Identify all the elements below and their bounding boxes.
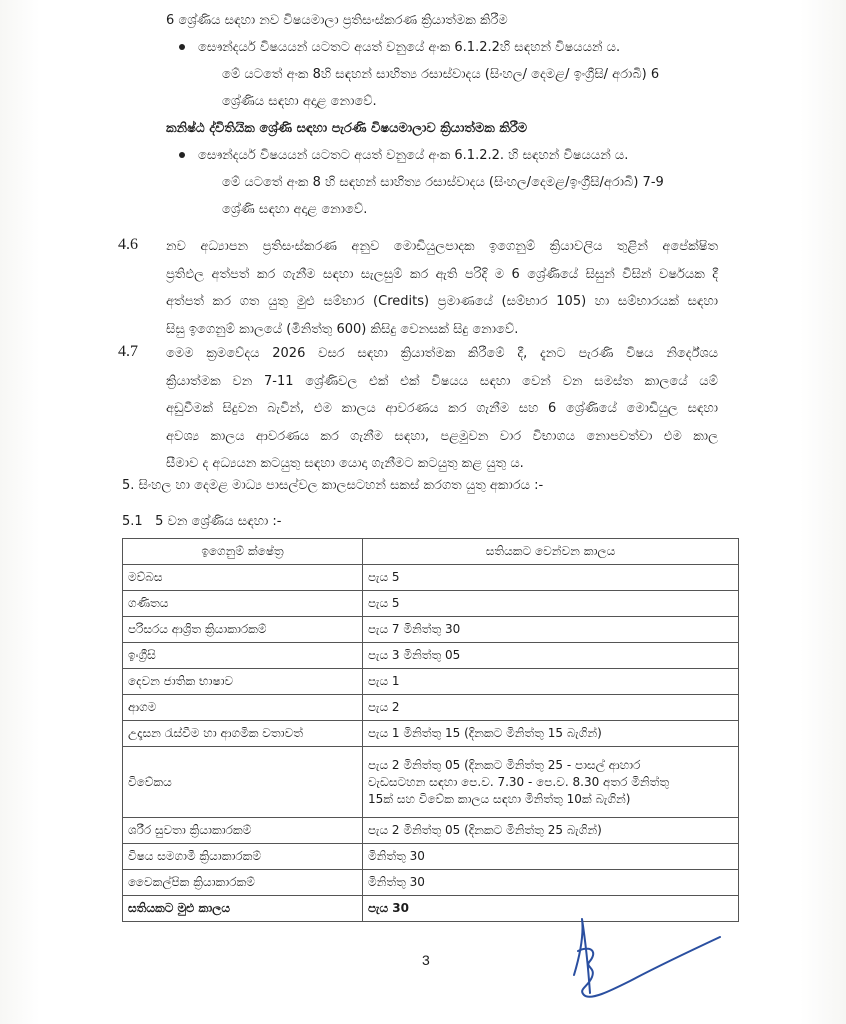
table-row	[123, 844, 739, 870]
cell-total-label: සතියකට මුළු කාලය	[123, 896, 363, 922]
para-line: ප්‍රතිඵල අත්පත් කර ගැනීම සඳහා සැලසුම් කර ඇති පරිදි ම 6 ශ්‍රේණියේ සිසුන් විසින් වර්ෂයක දී	[166, 266, 718, 282]
cell-total-time: පැය 30	[363, 896, 739, 922]
para-line: මෙම ක්‍රමවේදය 2026 වසර සඳහා ක්‍රියාත්මක කිරීමේ දී, දැනට පැරණි විෂය නිර්දේශය	[166, 346, 718, 361]
bullet-icon	[179, 152, 185, 158]
cell-area: ආගම	[123, 695, 363, 721]
para-line: නව අධ්‍යාපන ප්‍රතිසංස්කරණ අනුව මොඩියුලපාදක ඉගෙනුම් ක්‍රියාවලිය තුළින් අපේක්ෂිත	[166, 239, 718, 254]
table-row	[123, 870, 739, 896]
bullet-icon	[179, 44, 185, 50]
junior-heading: කනිෂ්ඨ ද්විතියික ශ්‍රේණි සඳහා පැරණි විෂයමාලාව ක්‍රියාත්මක කිරීම	[166, 121, 528, 136]
section-5-heading: 5. සිංහල හා දෙමළ මාධ්‍ය පාසල්වල කාලසටහන් සකස් කරගත යුතු අකාරය :-	[122, 478, 544, 493]
cell-time: පැය 3 මිනිත්තු 05	[363, 643, 739, 669]
para-number: 4.6	[118, 236, 138, 253]
table-row	[123, 669, 739, 695]
para-line: ක්‍රියාත්මක වන 7-11 ශ්‍රේණිවල එක් එක් විෂයය සඳහා වෙන් වන සමස්ත කාලයේ යම්	[166, 373, 718, 389]
cell-area: විෂය සමගාමී ක්‍රියාකාරකම්	[123, 844, 363, 870]
para-line: සිසු ඉගෙනුම් කාලයේ (මිනිත්තු 600) කිසිදු වෙනසක් සිදු නොවේ.	[166, 321, 519, 337]
cell-area: ඉංග්‍රීසි	[123, 643, 363, 669]
cell-time: පැය 1 මිනිත්තු 15 (දිනකට මිනිත්තු 15 බැගින්)	[363, 721, 739, 747]
grade6-note-line: මේ යටතේ අංක 8හි සඳහන් සාහිත්‍ය රසාස්වාදය (සිංහල/ දෙමළ/ ඉංග්‍රීසි/ අරාබි) 6	[222, 67, 660, 82]
cell-time: මිනිත්තු 30	[363, 844, 739, 870]
signature-icon	[570, 915, 770, 1015]
table-row	[123, 818, 739, 844]
table-row	[123, 721, 739, 747]
junior-note-line: ශ්‍රේණි සඳහා අදාළ නොවේ.	[222, 202, 368, 217]
para-number: 4.7	[118, 343, 138, 360]
para-line: අවශ්‍ය කාලය ආවරණය කර ගැනීම සඳහා, පළමුවන වාර විභාගය නොපවත්වා එම කාල	[166, 428, 718, 444]
grade6-note-line: ශ්‍රේණිය සඳහා අදාළ නොවේ.	[222, 94, 377, 109]
cell-area: විවේකය	[123, 747, 363, 818]
cell-area: ශරීර සුවතා ක්‍රියාකාරකම්	[123, 818, 363, 844]
table-row	[123, 747, 739, 818]
page-number: 3	[422, 952, 430, 968]
para-line: අත්පත් කර ගත යුතු මුළු සම්භාර (Credits) ප්‍රමාණයේ (සම්භාර 105) හා සම්භාරයක් සඳහා	[166, 294, 718, 309]
cell-area: පරිසරය ආශ්‍රිත ක්‍රියාකාරකම්	[123, 617, 363, 643]
cell-time: පැය 1	[363, 669, 739, 695]
para-4-6	[166, 233, 718, 343]
cell-time: මිනිත්තු 30	[363, 870, 739, 896]
para-4-7	[166, 340, 718, 478]
cell-time: පැය 5	[363, 565, 739, 591]
junior-note-line: මේ යටතේ අංක 8 හි සඳහන් සාහිත්‍ය රසාස්වාදය (සිංහල/දෙමළ/ඉංග්‍රීසි/අරාබි) 7-9	[222, 175, 664, 190]
table-row	[123, 617, 739, 643]
cell-time-line: පැය 2 මිනිත්තු 05 (දිනකට මිනිත්තු 25 - පාසල් ආහාර	[368, 757, 641, 772]
column-header-learning-area: ඉගෙනුම් ක්ෂේත්‍ර	[123, 539, 363, 565]
para-line: සීමාව ද අධ්‍යයන කටයුතු සඳහා යොදා ගැනීමට කටයුතු කළ යුතු ය.	[166, 456, 524, 471]
junior-bullet-text: සෞන්දර්ය විෂයයන් යටතට අයත් වනුයේ අංක 6.1.2.2. හි සඳහන් විෂයයන් ය.	[198, 148, 629, 163]
cell-time	[363, 747, 739, 818]
cell-time: පැය 2	[363, 695, 739, 721]
table-header-row	[123, 539, 739, 565]
grade6-heading: 6 ශ්‍රේණිය සඳහා නව විෂයමාලා ප්‍රතිසංස්කරණ ක්‍රියාත්මක කිරීම	[166, 13, 508, 28]
column-header-weekly-time: සතියකට වෙන්වන කාලය	[363, 539, 739, 565]
cell-area: ගණිතය	[123, 591, 363, 617]
section-5-1-heading: 5.1 5 වන ශ්‍රේණිය සඳහා :-	[122, 514, 282, 529]
cell-time: පැය 7 මිනිත්තු 30	[363, 617, 739, 643]
grade6-bullet-text: සෞන්දර්ය විෂයයන් යටතට අයත් වනුයේ අංක 6.1.2.2හි සඳහන් විෂයයන් ය.	[198, 40, 621, 55]
cell-area: උදෑසන රැස්වීම හා ආගමික වතාවත්	[123, 721, 363, 747]
table-row	[123, 591, 739, 617]
cell-time-line: වැඩසටහන සඳහා පෙ.ව. 7.30 - පෙ.ව. 8.30 අතර මිනිත්තු	[368, 774, 670, 789]
para-line: අඩුවීමක් සිදුවන බැවින්, එම කාලය ආවරණය කර ගැනීම සහ 6 ශ්‍රේණියේ මොඩියුල සඳහා	[166, 401, 718, 416]
cell-time: පැය 5	[363, 591, 739, 617]
cell-time-line: 15ක් සහ විවේක කාලය සඳහා මිනිත්තු 10ක් බැගින්)	[368, 791, 631, 806]
cell-area: දෙවන ජාතික භාෂාව	[123, 669, 363, 695]
table-row	[123, 643, 739, 669]
cell-area: මව්බස	[123, 565, 363, 591]
cell-time: පැය 2 මිනිත්තු 05 (දිනකට මිනිත්තු 25 බැගින්)	[363, 818, 739, 844]
table-row	[123, 695, 739, 721]
cell-area: වෛකල්පික ක්‍රියාකාරකම්	[123, 870, 363, 896]
table-row	[123, 565, 739, 591]
schedule-table	[122, 538, 739, 922]
